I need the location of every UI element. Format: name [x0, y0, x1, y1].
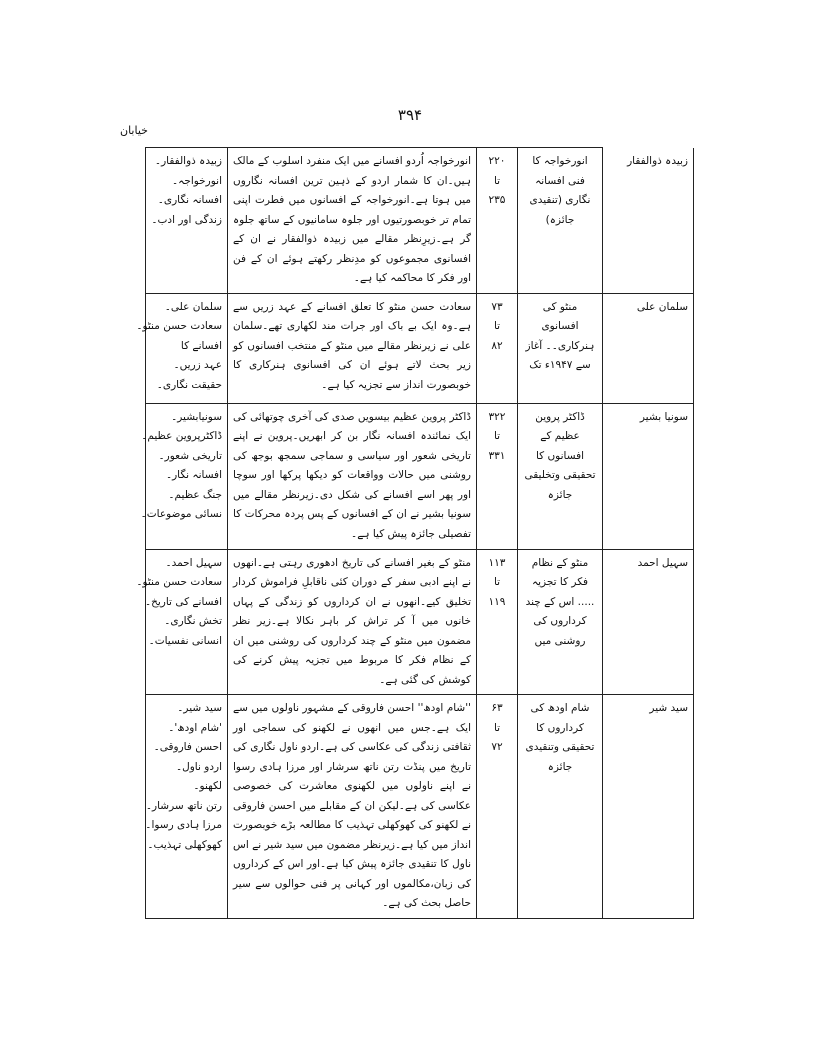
- keyword: کھوکھلی تہذیب۔: [147, 838, 222, 851]
- title-cell: منٹو کی افسانوی ہنرکاری۔۔ آغاز سے ۱۹۴۷ء تک: [518, 293, 603, 403]
- page-number: ۳۹۴: [397, 106, 423, 124]
- keyword: نسائی موضوعات۔: [140, 508, 222, 520]
- author-cell: سید شیر: [603, 695, 694, 919]
- keyword: حقیقت نگاری۔: [156, 378, 222, 391]
- keywords-cell: [136, 549, 228, 695]
- table-row: [146, 403, 694, 549]
- pages-cell: [477, 403, 518, 549]
- page-to: تا: [493, 576, 501, 588]
- journal-name: خیابان: [120, 124, 148, 137]
- page-end: ۷۲: [491, 741, 503, 753]
- keyword: سہیل احمد۔: [165, 556, 222, 569]
- keyword: مرزا ہادی رسوا۔: [145, 819, 222, 831]
- author-cell: سلمان علی: [603, 293, 694, 403]
- keyword: سعادت حسن منٹو۔: [136, 576, 222, 588]
- summary-cell: ''شام اودھ'' احسن فاروقی کے مشہور ناولوں میں سے ایک ہے۔جس میں انھوں نے لکھنو کی سماجی اور ثقافتی زندگی کی عکاسی کی ہے۔اردو ناول نگاری کی تاریخ میں پنڈت رتن ناتھ سرشار اور مرزا ہادی رسوا نے اپنے ناولوں میں لکھنوی معاشرت کی خصوصی عکاسی کی ہے۔لیکن ان کے مقابلے میں احسن فاروقی نے لکھنو کی کھوکھلی تہذیب کا مطالعہ بڑے خوبصورت انداز میں کیا ہے۔زیرنظر مضمون میں سید شیر نے اس ناول کا تنقیدی جائزہ پیش کیا ہے۔اور اس کے کرداروں کی زبان،مکالموں اور کہانی پر فنی حوالوں سے سیر حاصل بحث کی ہے۔: [228, 695, 477, 919]
- page-end: ۳۳۱: [488, 449, 506, 462]
- keyword: سید شیر۔: [177, 702, 222, 714]
- keywords-cell: [146, 695, 228, 919]
- keyword: افسانے کا: [180, 339, 222, 352]
- keyword: تاریخی شعور۔: [158, 449, 222, 462]
- page-start: ۲۲۰: [488, 155, 506, 167]
- keywords-cell: [146, 148, 228, 294]
- pages-cell: [477, 293, 518, 403]
- title-cell: انورخواجہ کا فنی افسانہ نگاری (تنقیدی جائزہ): [518, 148, 603, 294]
- keyword: لکھنو۔: [193, 780, 222, 792]
- keyword: عہد زریں۔: [173, 359, 222, 371]
- page-to: تا: [493, 320, 501, 332]
- table-row: [146, 293, 694, 403]
- author-cell: سونیا بشیر: [603, 403, 694, 549]
- page-start: ۳۲۲: [488, 410, 506, 423]
- page-end: ۲۳۵: [488, 194, 506, 206]
- keyword: افسانے کی تاریخ۔: [144, 595, 222, 608]
- keyword: تخش نگاری۔: [164, 615, 222, 627]
- summary-cell: ڈاکٹر پروین عظیم بیسویں صدی کی آخری چوتھائی کی ایک نمائندہ افسانہ نگار بن کر ابھریں۔پروین نے اپنے تاریخی شعور اور سیاسی و سماجی سمجھ بوجھ کی روشنی میں حالات وواقعات کو دیکھا پرکھا اور سوچا اور پھر اسے افسانے کی شکل دی۔زیرنظر مقالے میں سونیا بشیر نے ان کے افسانوں کے پس پردہ محرکات کا تفصیلی جائزہ پیش کیا ہے۔: [228, 403, 477, 549]
- keyword: اردو ناول۔: [175, 760, 222, 773]
- page-to: تا: [493, 430, 501, 442]
- page-start: ۱۱۳: [488, 556, 506, 569]
- page-start: ۷۳: [491, 300, 503, 313]
- summary-cell: سعادت حسن منٹو کا تعلق افسانے کے عہد زریں سے ہے۔وہ ایک بے باک اور جرات مند لکھاری تھے۔سلمان علی نے زیرنظر مقالے میں منٹو کے منتخب افسانوں کو زیر بحث لاتے ہوئے ان کی افسانوی ہنرکاری کا خوبصورت انداز سے تجزیہ کیا ہے۔: [228, 293, 477, 403]
- pages-cell: [477, 695, 518, 919]
- keyword: ڈاکٹرپروین عظیم۔: [141, 430, 222, 442]
- summary-cell: منٹو کے بغیر افسانے کی تاریخ ادھوری رہتی ہے۔انھوں نے اپنے ادبی سفر کے دوران کئی ناقابلِ فراموش کردار تخلیق کیے۔انھوں نے ان کرداروں کو زندگی کے پہاں خانوں میں آ کر تراش کر باہر نکالا ہے۔زیر نظر مضمون میں منٹو کے چند کرداروں کی روشنی میں ان کے نظام فکر کا مربوط میں تجزیہ پیش کرنے کی کوشش کی گئی ہے۔: [228, 549, 477, 695]
- page-end: ۸۲: [491, 339, 503, 352]
- page-end: ۱۱۹: [488, 595, 506, 608]
- table-row: [146, 549, 694, 695]
- title-cell: شام اودھ کی کرداروں کا تحقیقی وتنقیدی جائزہ: [518, 695, 603, 919]
- keyword: افسانہ نگار۔: [165, 469, 222, 481]
- keyword: زبیدہ ذوالفقار۔: [154, 155, 222, 167]
- table-row: [146, 148, 694, 294]
- keyword: انورخواجہ۔: [172, 174, 222, 187]
- keyword: رتن ناتھ سرشار۔: [145, 799, 222, 812]
- title-cell: منٹو کے نظام فکر کا تجزیہ ..... اس کے چند کرداروں کی روشنی میں: [518, 549, 603, 695]
- keyword: سونیابشیر۔: [171, 410, 222, 423]
- summary-cell: انورخواجہ اُردو افسانے میں ایک منفرد اسلوب کے مالک ہیں۔ان کا شمار اردو کے ذہین ترین افسانہ نگاروں میں ہوتا ہے۔انورخواجہ کے افسانوں میں فطرت اپنی تمام تر خوبصورتیوں اور جلوہ سامانیوں کے ساتھ جلوہ گر ہے۔زیرِنظر مقالے میں زبیدہ ذوالفقار نے ان کے افسانوی مجموعوں کو مدِنظر رکھتے ہوئے ان کے فن اور فکر کا محاکمہ کیا ہے۔: [228, 148, 477, 294]
- page-to: تا: [493, 721, 501, 734]
- index-table: [136, 147, 694, 919]
- author-cell: سہیل احمد: [603, 549, 694, 695]
- title-cell: ڈاکٹر پروین عظیم کے افسانوں کا تحقیقی وتخلیقی جائزہ: [518, 403, 603, 549]
- keyword: جنگ عظیم۔: [168, 488, 222, 501]
- keyword: افسانہ نگاری۔: [157, 194, 222, 206]
- keyword: 'شام اودھ'۔: [168, 721, 222, 734]
- keyword: زندگی اور ادب۔: [151, 213, 222, 226]
- keywords-cell: [140, 403, 228, 549]
- pages-cell: [477, 549, 518, 695]
- keyword: سلمان علی۔: [164, 300, 222, 313]
- author-cell: زبیدہ ذوالفقار: [603, 148, 694, 294]
- table-row: [146, 695, 694, 919]
- page-to: تا: [493, 174, 501, 187]
- keyword: احسن فاروقی۔: [153, 741, 222, 753]
- keyword: انسانی نفسیات۔: [148, 634, 222, 647]
- keywords-cell: [136, 293, 228, 403]
- page-start: ۶۳: [491, 702, 503, 714]
- keyword: سعادت حسن منٹو۔: [136, 320, 222, 332]
- pages-cell: [477, 148, 518, 294]
